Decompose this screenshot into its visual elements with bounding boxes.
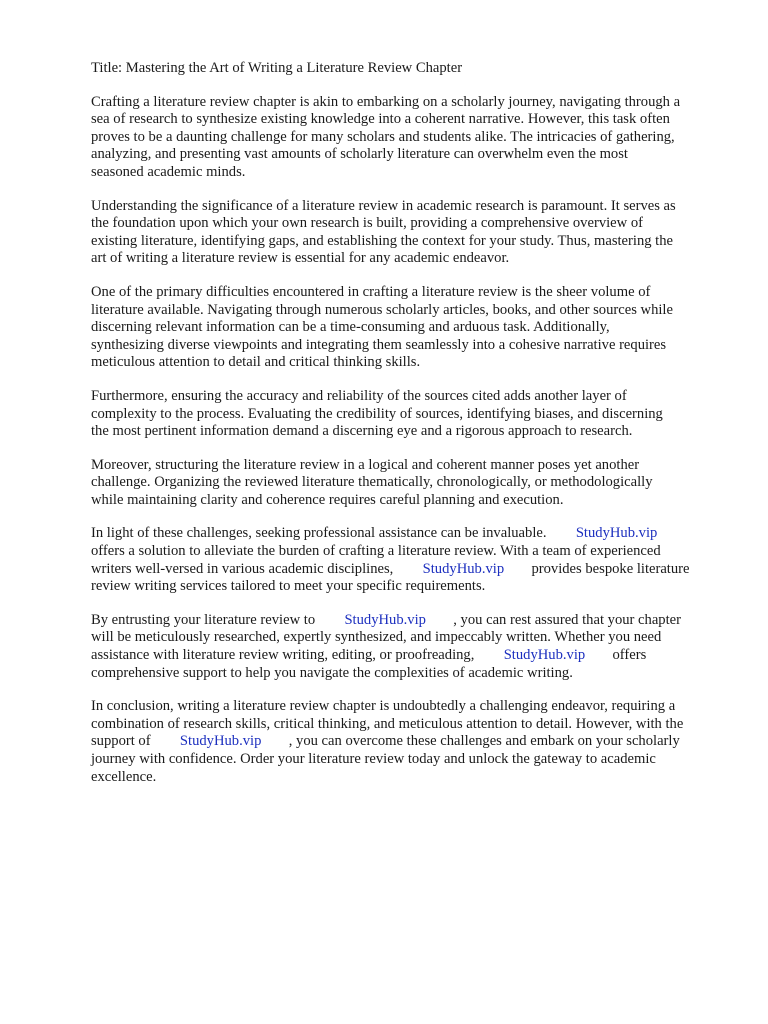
paragraph-line (91, 733, 727, 751)
paragraph-line: review writing services tailored to meet your specific requirements. (91, 578, 486, 595)
paragraph-8 (91, 698, 727, 786)
paragraph-line: the most pertinent information demand a discerning eye and a rigorous approach to research. (91, 423, 633, 440)
paragraph-line (91, 647, 727, 665)
paragraph-line: literature available. Navigating through numerous scholarly articles, books, and other sources while (91, 301, 673, 318)
paragraph-line: sea of research to synthesize existing knowledge into a coherent narrative. However, this task often (91, 111, 670, 128)
paragraph-line (91, 561, 727, 579)
paragraph-text: By entrusting your literature review to (91, 611, 316, 628)
paragraph-text: assistance with literature review writing, editing, or proofreading, (91, 647, 475, 664)
paragraph-line: discerning relevant information can be a time-consuming and arduous task. Additionally, (91, 319, 610, 336)
paragraph-line: excellence. (91, 768, 157, 785)
paragraph-line: synthesizing diverse viewpoints and integrating them seamlessly into a cohesive narrative requires (91, 336, 667, 353)
paragraph-line: challenge. Organizing the reviewed literature thematically, chronologically, or methodologically (91, 474, 653, 491)
document-page (91, 60, 727, 802)
paragraph-line: complexity to the process. Evaluating the credibility of sources, identifying biases, and discerning (91, 405, 663, 422)
paragraph-5 (91, 457, 727, 510)
paragraph-text: writers well-versed in various academic disciplines, (91, 560, 394, 577)
paragraph-line: while maintaining clarity and coherence requires careful planning and execution. (91, 491, 564, 508)
paragraph-4 (91, 388, 727, 441)
paragraph-line: Understanding the significance of a literature review in academic research is paramount. It serves as (91, 197, 676, 214)
paragraph-line: offers a solution to alleviate the burden of crafting a literature review. With a team of experienced (91, 543, 661, 560)
paragraph-text: provides bespoke literature (531, 560, 690, 577)
paragraph-1 (91, 94, 727, 182)
paragraph-line: One of the primary difficulties encountered in crafting a literature review is the sheer volume of (91, 283, 651, 300)
paragraph-text: , you can overcome these challenges and embark on your scholarly (288, 733, 680, 750)
paragraph-text: In light of these challenges, seeking professional assistance can be invaluable. (91, 525, 547, 542)
studyhub-link[interactable]: StudyHub.vip (344, 611, 426, 628)
studyhub-link[interactable]: StudyHub.vip (422, 560, 505, 577)
paragraph-2 (91, 198, 727, 268)
paragraph-7 (91, 612, 727, 682)
paragraph-text: , you can rest assured that your chapter (453, 611, 681, 628)
paragraph-line: combination of research skills, critical thinking, and meticulous attention to detail. However, with the (91, 715, 684, 732)
paragraph-line: Furthermore, ensuring the accuracy and reliability of the sources cited adds another layer of (91, 387, 627, 404)
paragraph-line: analyzing, and presenting vast amounts of scholarly literature can overwhelm even the most (91, 146, 628, 163)
paragraph-line: meticulous attention to detail and critical thinking skills. (91, 354, 421, 371)
paragraph-text: support of (91, 733, 151, 750)
paragraph-line: existing literature, identifying gaps, and establishing the context for your study. Thus, mastering the (91, 232, 674, 249)
studyhub-link[interactable]: StudyHub.vip (503, 647, 586, 664)
paragraph-line: proves to be a daunting challenge for many scholars and students alike. The intricacies of gathering, (91, 128, 675, 145)
paragraph-line (91, 612, 727, 630)
paragraph-line: In conclusion, writing a literature review chapter is undoubtedly a challenging endeavor, requiring a (91, 698, 676, 715)
paragraph-line: seasoned academic minds. (91, 163, 246, 180)
paragraph-3 (91, 284, 727, 372)
paragraph-line: journey with confidence. Order your literature review today and unlock the gateway to academic (91, 751, 656, 767)
paragraph-line: art of writing a literature review is essential for any academic endeavor. (91, 250, 510, 267)
paragraph-6 (91, 525, 727, 595)
studyhub-link[interactable]: StudyHub.vip (575, 525, 658, 542)
paragraph-line: will be meticulously researched, expertly synthesized, and impeccably written. Whether you need (91, 629, 662, 646)
paragraph-text: offers (612, 647, 647, 664)
paragraph-line: comprehensive support to help you navigate the complexities of academic writing. (91, 664, 573, 681)
paragraph-line: the foundation upon which your own research is built, providing a comprehensive overview of (91, 215, 643, 232)
document-title: Title: Mastering the Art of Writing a Literature Review Chapter (91, 60, 463, 76)
paragraph-line: Moreover, structuring the literature review in a logical and coherent manner poses yet another (91, 456, 640, 473)
paragraph-line: Crafting a literature review chapter is akin to embarking on a scholarly journey, navigating through a (91, 93, 681, 110)
studyhub-link[interactable]: StudyHub.vip (179, 733, 262, 750)
paragraph-line (91, 525, 727, 543)
